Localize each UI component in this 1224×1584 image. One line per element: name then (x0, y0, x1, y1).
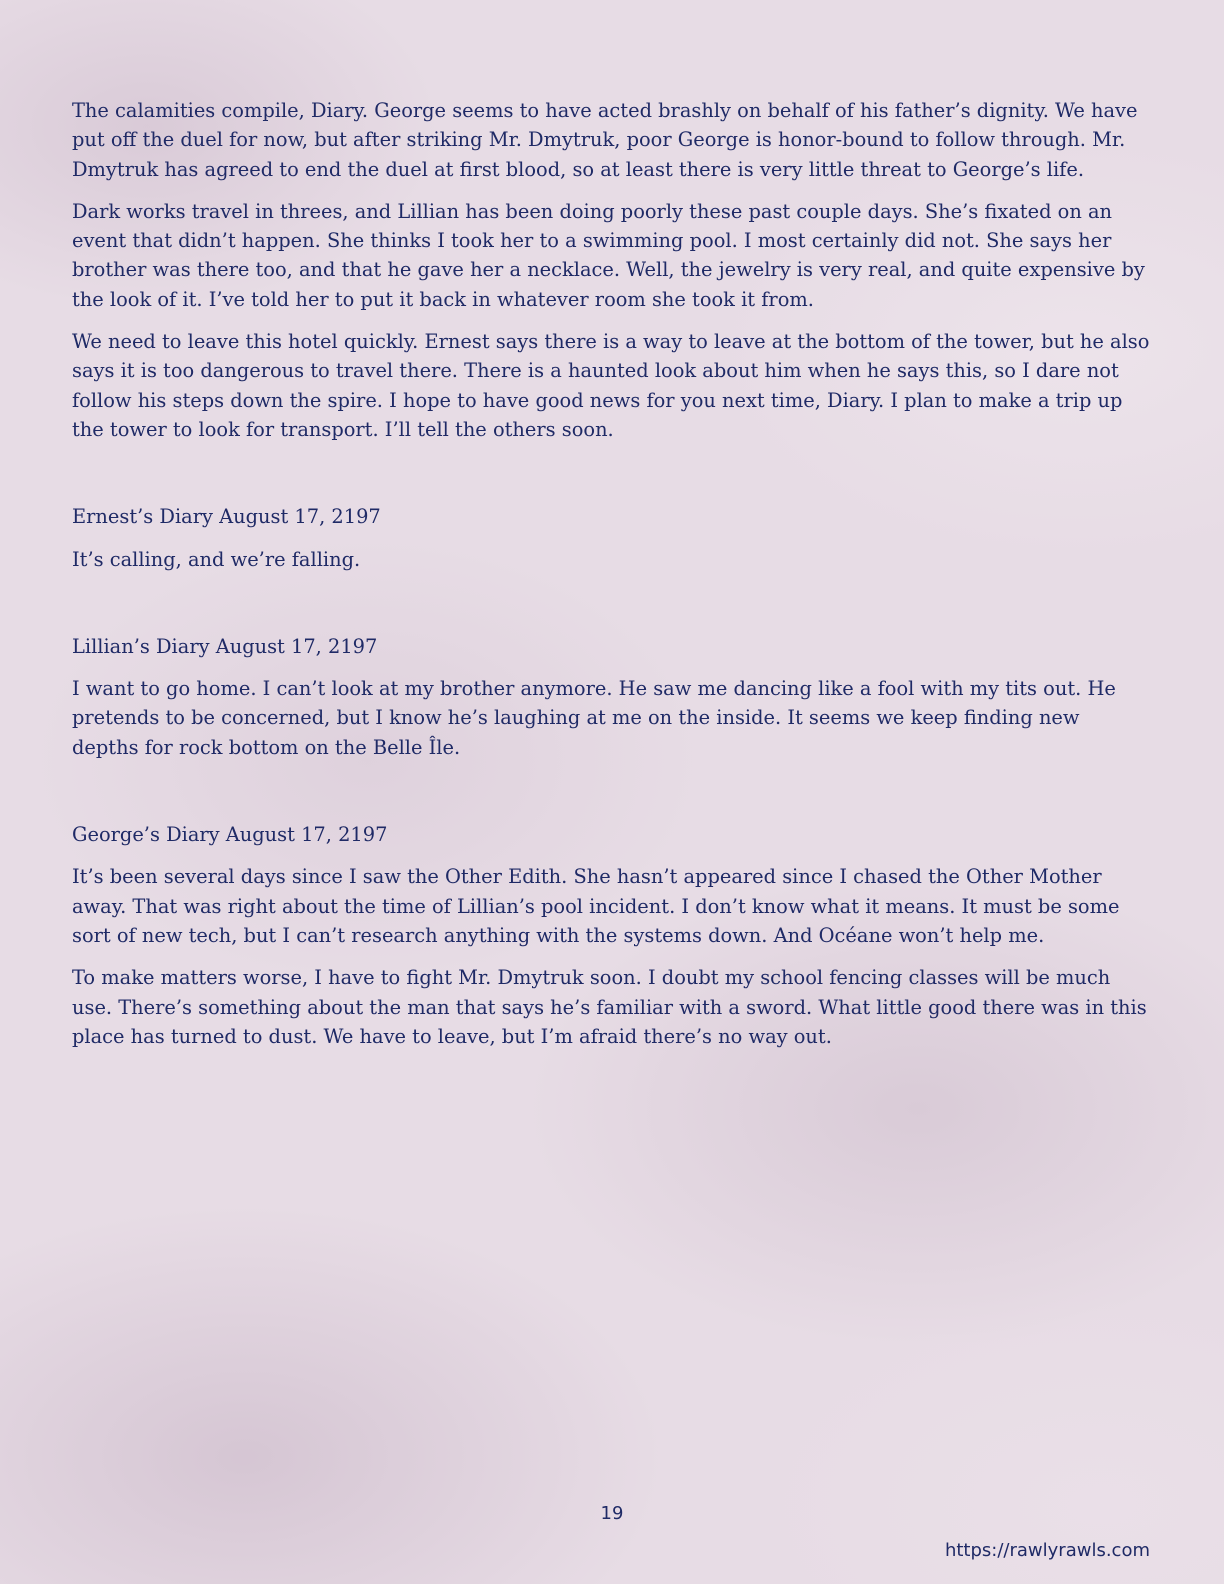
intro-paragraph-2: Dark works travel in threes, and Lillian has been doing poorly these past couple days. She’s fixated on an event that didn’t happen. She thinks I took her to a swimming pool. I most certainly did not. She says her brother was there too, and that he gave her a necklace. Well, the jewelry is very real, and quite expensive by the look of it. I’ve told her to put it back in whatever room she took it from. (72, 199, 1145, 311)
entry-paragraph: To make matters worse, I have to fight Mr. Dmytruk soon. I doubt my school fencing classes will be much use. There’s something about the man that says he’s familiar with a sword. What little good there was in this place has turned to dust. We have to leave, but I’m afraid there’s no way out. (72, 966, 1147, 1048)
footer-url-link[interactable]: https://rawlyrawls.com (944, 1540, 1150, 1561)
entry-spacer (72, 457, 1150, 502)
entry-paragraph: It’s calling, and we’re falling. (72, 547, 361, 571)
entry-paragraph: It’s been several days since I saw the Other Edith. She hasn’t appeared since I chased the Other Mother away. That was right about the time of Lillian’s pool incident. I don’t know what it means. It must be some sort of new tech, but I can’t research anything with the systems down. And Océane won’t help me. (72, 865, 1120, 947)
entry-spacer (72, 587, 1150, 632)
intro-paragraph-3: We need to leave this hotel quickly. Ernest says there is a way to leave at the bottom of the tower, but he also says it is too dangerous to travel there. There is a haunted look about him when he says this, so I dare not follow his steps down the spire. I hope to have good news for you next time, Diary. I plan to make a trip up the tower to look for transport. I’ll tell the others soon. (72, 330, 1150, 441)
entry-heading: Ernest’s Diary August 17, 2197 (72, 505, 381, 529)
entry-paragraph: I want to go home. I can’t look at my brother anymore. He saw me dancing like a fool with my tits out. He pretends to be concerned, but I know he’s laughing at me on the inside. It seems we keep finding new depths for rock bottom on the Belle Île. (72, 677, 1116, 759)
intro-paragraph-1: The calamities compile, Diary. George seems to have acted brashly on behalf of his father’s dignity. We have put off the duel for now, but after striking Mr. Dmytruk, poor George is honor-bound to follow through. Mr. Dmytruk has agreed to end the duel at first blood, so at least there is very little threat to George’s life. (72, 99, 1138, 181)
page-body (72, 96, 1150, 1064)
entry-spacer (72, 775, 1150, 820)
diary-entry-george (72, 820, 1150, 1051)
page-number: 19 (600, 1503, 624, 1524)
diary-entry-lillian (72, 632, 1150, 762)
entry-heading: Lillian’s Diary August 17, 2197 (72, 634, 378, 658)
entry-heading: George’s Diary August 17, 2197 (72, 823, 388, 847)
diary-entry-ernest (72, 502, 1150, 574)
